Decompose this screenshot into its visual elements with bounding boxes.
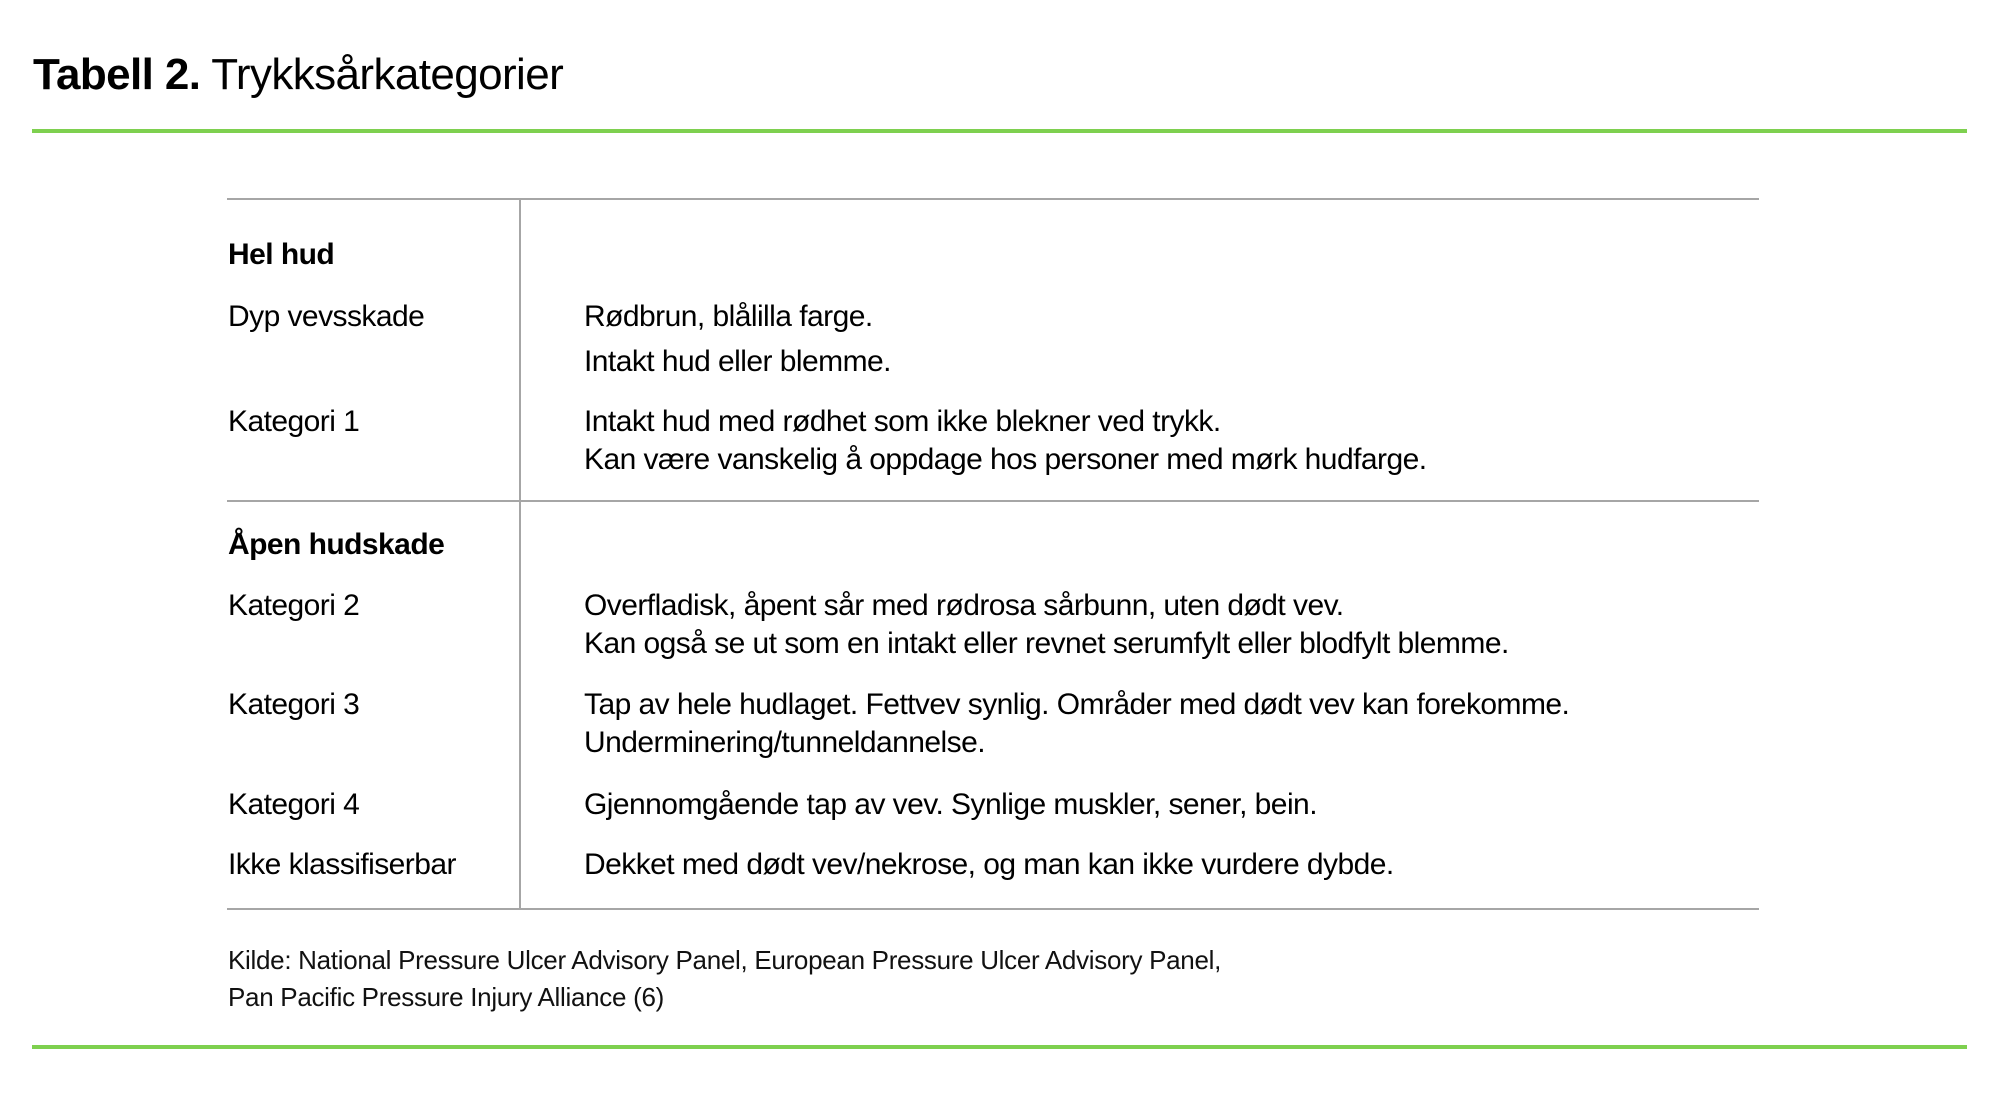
table-column-divider [519,199,521,910]
description-line: Gjennomgående tap av vev. Synlige muskler, sener, bein. [584,788,1317,821]
source-caption-line-1: Kilde: National Pressure Ulcer Advisory Panel, European Pressure Ulcer Advisory Panel, [228,945,1222,975]
description-line: Kan være vanskelig å oppdage hos personer med mørk hudfarge. [584,443,1427,476]
table-title: Trykksårkategorier [211,50,564,99]
page-title [33,50,563,100]
group-heading-intact-skin: Hel hud [228,238,335,271]
description-line: Underminering/tunneldannelse. [584,726,985,759]
description-line: Dekket med dødt vev/nekrose, og man kan ikke vurdere dybde. [584,848,1394,881]
category-cell: Ikke klassifiserbar [228,848,456,881]
source-caption-line-2: Pan Pacific Pressure Injury Alliance (6) [228,982,664,1012]
bottom-accent-divider [32,1045,1967,1049]
category-cell: Kategori 3 [228,688,360,721]
category-cell: Kategori 2 [228,589,360,622]
table-number: Tabell 2. [33,50,201,99]
table-top-border [227,198,1759,200]
table-group-divider [227,500,1759,502]
description-line: Kan også se ut som en intakt eller revnet serumfylt eller blodfylt blemme. [584,627,1509,660]
category-cell: Kategori 1 [228,405,360,438]
top-accent-divider [32,129,1967,133]
description-line: Intakt hud eller blemme. [584,345,891,378]
description-line: Tap av hele hudlaget. Fettvev synlig. Områder med dødt vev kan forekomme. [584,688,1570,721]
description-line: Intakt hud med rødhet som ikke blekner ved trykk. [584,405,1221,438]
description-line: Rødbrun, blålilla farge. [584,300,873,333]
table-bottom-border [227,908,1759,910]
description-line: Overfladisk, åpent sår med rødrosa sårbunn, uten dødt vev. [584,589,1344,622]
category-cell: Dyp vevsskade [228,300,425,333]
category-cell: Kategori 4 [228,788,360,821]
group-heading-open-wound: Åpen hudskade [228,528,445,561]
